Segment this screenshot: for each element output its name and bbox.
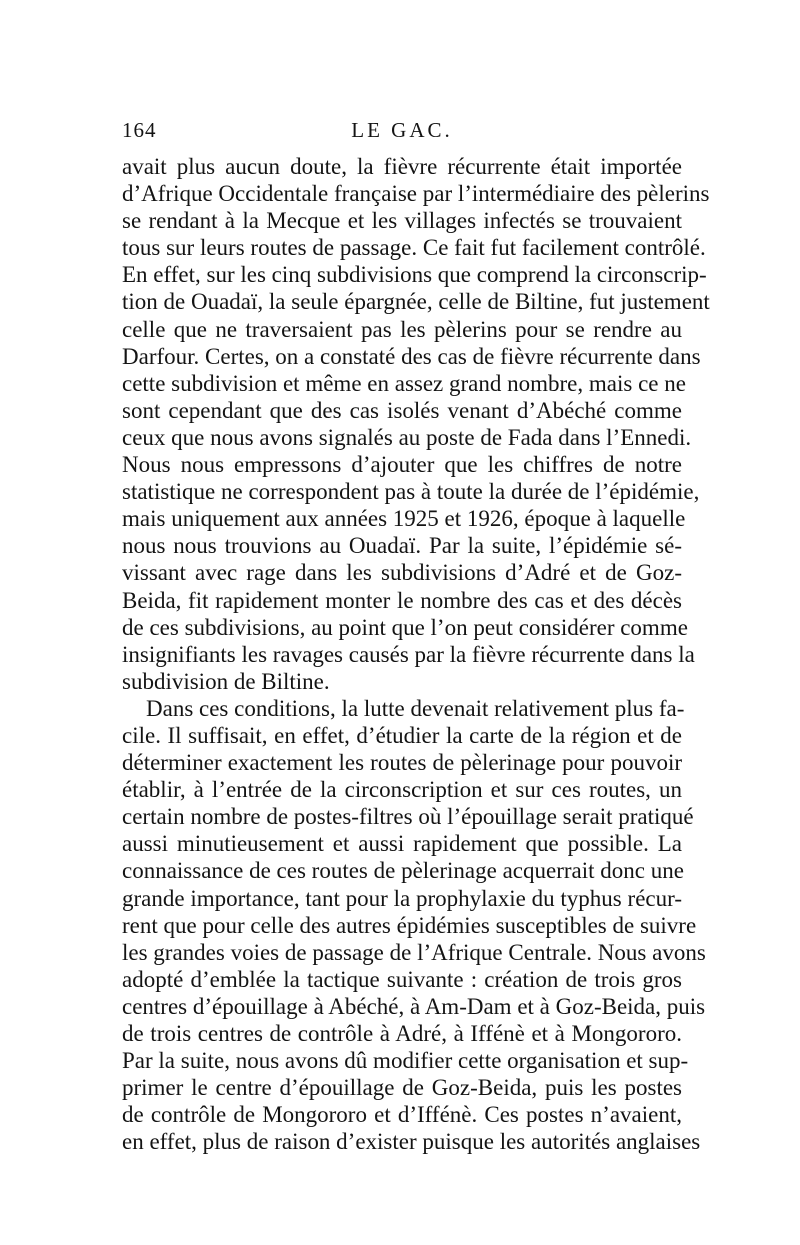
text-line: aussi minutieusement et aussi rapidement que possible. La [122,831,682,857]
text-line: primer le centre d’épouillage de Goz-Beida, puis les postes [122,1075,682,1101]
text-line: de contrôle de Mongororo et d’Iffénè. Ces postes n’avaient, [122,1102,682,1128]
text-line: nous nous trouvions au Ouadaï. Par la suite, l’épidémie sé- [122,533,682,559]
text-line: en effet, plus de raison d’exister puisque les autorités anglaises [122,1129,701,1155]
text-line: les grandes voies de passage de l’Afrique Centrale. Nous avons [122,939,706,965]
text-line: certain nombre de postes-filtres où l’épouillage serait pratiqué [122,804,694,830]
running-head: LE GAC. [351,118,453,142]
text-line: celle que ne traversaient pas les pèlerins pour se rendre au [122,316,682,342]
text-line: de trois centres de contrôle à Adré, à Iffénè et à Mongororo. [122,1021,682,1046]
text-line: se rendant à la Mecque et les villages infectés se trouvaient [122,208,682,234]
text-line: de ces subdivisions, au point que l’on peut considérer comme [122,614,688,640]
text-line: d’Afrique Occidentale française par l’intermédiaire des pèlerins [122,181,710,207]
text-line: Beida, fit rapidement monter le nombre des cas et des décès [122,587,682,613]
page-number: 164 [122,118,157,142]
text-line: statistique ne correspondent pas à toute la durée de l’épidémie, [122,479,700,505]
text-line: déterminer exactement les routes de pèlerinage pour pouvoir [122,750,682,776]
text-line: établir, à l’entrée de la circonscription et sur ces routes, un [122,777,682,803]
text-line: insignifiants les ravages causés par la fièvre récurrente dans la [122,641,695,667]
text-line: Darfour. Certes, on a constaté des cas de fièvre récurrente dans [122,343,701,369]
text-line: subdivision de Biltine. [122,668,330,694]
text-line: tion de Ouadaï, la seule épargnée, celle de Biltine, fut justement [122,289,710,315]
text-line: adopté d’emblée la tactique suivante : création de trois gros [122,966,682,992]
text-line: vissant avec rage dans les subdivisions d’Adré et de Goz- [122,560,682,586]
text-line: Nous nous empressons d’ajouter que les chiffres de notre [122,452,682,478]
body-text [122,153,710,1155]
text-line: cette subdivision et même en assez grand nombre, mais ce ne [122,370,686,396]
text-line: ceux que nous avons signalés au poste de Fada dans l’Ennedi. [122,424,692,450]
text-line: Par la suite, nous avons dû modifier cette organisation et sup- [122,1048,689,1074]
text-line: tous sur leurs routes de passage. Ce fait fut facilement contrôlé. [122,235,706,261]
text-line: grande importance, tant pour la prophylaxie du typhus récur- [122,885,682,911]
text-line: mais uniquement aux années 1925 et 1926, époque à laquelle [122,506,686,532]
text-line: sont cependant que des cas isolés venant d’Abéché comme [122,397,682,423]
text-line: Dans ces conditions, la lutte devenait relativement plus fa- [146,695,685,721]
text-line: avait plus aucun doute, la fièvre récurrente était importée [122,154,682,179]
text-line: rent que pour celle des autres épidémies susceptibles de suivre [122,912,697,938]
text-line: cile. Il suffisait, en effet, d’étudier la carte de la région et de [122,722,682,748]
text-line: centres d’épouillage à Abéché, à Am-Dam et à Goz-Beida, puis [122,993,706,1019]
page-header [122,118,682,148]
text-line: En effet, sur les cinq subdivisions que comprend la circonscrip- [122,262,707,288]
text-line: connaissance de ces routes de pèlerinage acquerrait donc une [122,858,684,884]
